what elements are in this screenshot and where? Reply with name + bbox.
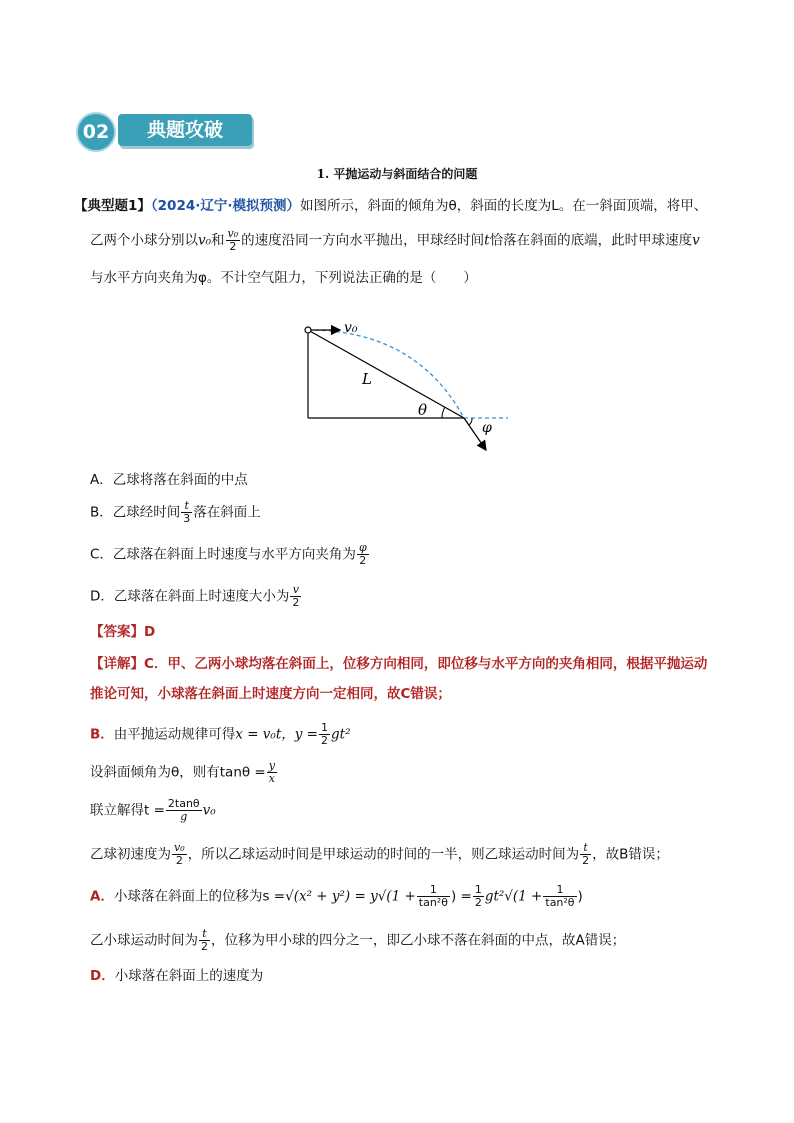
explain-text-4: 设斜面倾角为θ，则有tanθ = — [90, 764, 266, 781]
question-text-1: 如图所示，斜面的倾角为θ，斜面的长度为L。在一斜面顶端，将甲、 — [300, 198, 708, 214]
frac-one-over-tan2: $\frac{1}{\text{tan²θ}}$ — [418, 883, 448, 909]
explain-line-8 — [90, 928, 625, 953]
question-label: 【典型题1】 — [74, 198, 151, 214]
frac-t-over-2: $\frac{t}{2}$ — [582, 841, 590, 867]
explain-text-6b: ，所以乙球运动时间是甲球运动的时间的一半，则乙球运动时间为 — [187, 846, 580, 863]
explain-text-5-tail: v₀ — [202, 802, 216, 819]
explain-line-5 — [90, 798, 216, 823]
question-text-2b: 和 — [211, 232, 225, 249]
explain-line-2: 推论可知，小球落在斜面上时速度方向一定相同，故C错误； — [90, 686, 451, 702]
explain-line-4 — [90, 760, 278, 785]
option-c-text: C．乙球落在斜面上时速度与水平方向夹角为 — [90, 546, 356, 563]
explain-line-6 — [90, 842, 669, 867]
explain-text-6c: ，故B错误； — [592, 846, 669, 863]
question-text-2d: 恰落在斜面的底端，此时甲球速度 — [489, 232, 693, 249]
explain-text-8a: 乙小球运动时间为 — [90, 932, 198, 949]
explain-b-eq2: gt² — [331, 726, 351, 743]
v0-label: v₀ — [344, 320, 358, 336]
frac-y-over-x: $\frac{y}{x}$ — [268, 759, 275, 785]
phi-arc — [469, 418, 472, 425]
explain-a-line — [90, 884, 583, 909]
frac-2tan-over-g: $\frac{2\tan\theta}{g}$ — [167, 797, 200, 823]
explain-b-eq1: x = v₀t，y = — [235, 726, 318, 743]
frac-v0-over-2: $\frac{\text{v₀}}{2}$ — [227, 227, 239, 253]
explain-a-eq4: ) — [577, 888, 583, 905]
incline-slope — [308, 330, 464, 418]
option-b-text-2: 落在斜面上 — [193, 504, 261, 521]
section-badge — [76, 112, 252, 150]
explain-b-line — [90, 722, 350, 747]
explain-a-eq1: √(x² + y²) = y√(1 + — [285, 888, 416, 905]
explain-a-eq2: ) = — [450, 888, 472, 905]
badge-number: 02 — [76, 112, 116, 152]
question-text-2c: 的速度沿同一方向水平抛出，甲球经时间 — [241, 232, 485, 249]
question-line-3: 与水平方向夹角为φ。不计空气阻力，下列说法正确的是（ ） — [90, 270, 477, 286]
option-b-text-1: B．乙球经时间 — [90, 504, 181, 521]
option-d-text: D．乙球落在斜面上时速度大小为 — [90, 588, 290, 605]
ball-icon — [305, 327, 311, 333]
option-d[interactable] — [90, 584, 302, 609]
question-line-1 — [74, 196, 707, 216]
var-v: v — [692, 232, 700, 249]
frac-one-over-tan2-b: $\frac{1}{\text{tan²θ}}$ — [545, 883, 575, 909]
option-b[interactable] — [90, 500, 261, 525]
frac-one-half-b: $\frac{1}{2}$ — [474, 883, 482, 909]
incline-figure — [296, 318, 516, 458]
explain-d-text: 小球落在斜面上的速度为 — [114, 968, 264, 984]
explain-text-5: 联立解得t = — [90, 802, 165, 819]
frac-t-over-3: $\frac{t}{3}$ — [183, 499, 191, 525]
explain-line-1 — [90, 654, 707, 674]
option-a[interactable]: A．乙球将落在斜面的中点 — [90, 472, 248, 488]
frac-v0-over-2-b: $\frac{\text{v₀}}{2}$ — [174, 841, 185, 867]
L-label: L — [362, 370, 372, 388]
question-line-2 — [90, 228, 700, 253]
question-text-2a: 乙两个小球分别以 — [90, 232, 198, 249]
section-title: 1. 平抛运动与斜面结合的问题 — [316, 167, 478, 181]
theta-arc — [442, 407, 445, 418]
explain-b-text: 由平抛运动规律可得 — [113, 726, 236, 743]
explain-text-1: C．甲、乙两小球均落在斜面上，位移方向相同，即位移与水平方向的夹角相同，根据平抛运动 — [144, 656, 708, 672]
explain-text-8b: ，位移为甲小球的四分之一，即乙小球不落在斜面的中点，故A错误； — [211, 932, 626, 949]
explain-text-6a: 乙球初速度为 — [90, 846, 171, 863]
badge-title: 典题攻破 — [118, 114, 252, 146]
explain-a-prefix: A． — [90, 888, 114, 905]
explain-label: 【详解】 — [90, 656, 144, 672]
option-c[interactable] — [90, 542, 370, 567]
explain-a-eq3: gt²√(1 + — [484, 888, 543, 905]
var-v0: v₀ — [198, 232, 212, 249]
frac-t-over-2-b: $\frac{t}{2}$ — [201, 927, 208, 953]
explain-b-prefix: B． — [90, 726, 114, 743]
theta-label: θ — [418, 401, 428, 419]
frac-phi-over-2: $\frac{\varphi}{2}$ — [358, 541, 367, 567]
explain-d-prefix: D． — [90, 968, 115, 984]
question-source: （2024·辽宁·模拟预测） — [150, 198, 300, 214]
var-t: t — [484, 232, 490, 249]
frac-one-half: $\frac{1}{2}$ — [321, 721, 328, 747]
explain-a-text: 小球落在斜面上的位移为s = — [113, 888, 286, 905]
answer: 【答案】D — [90, 624, 156, 640]
phi-label: φ — [482, 420, 492, 436]
explain-d-line — [90, 966, 263, 986]
frac-v-over-2: $\frac{v}{2}$ — [292, 583, 300, 609]
